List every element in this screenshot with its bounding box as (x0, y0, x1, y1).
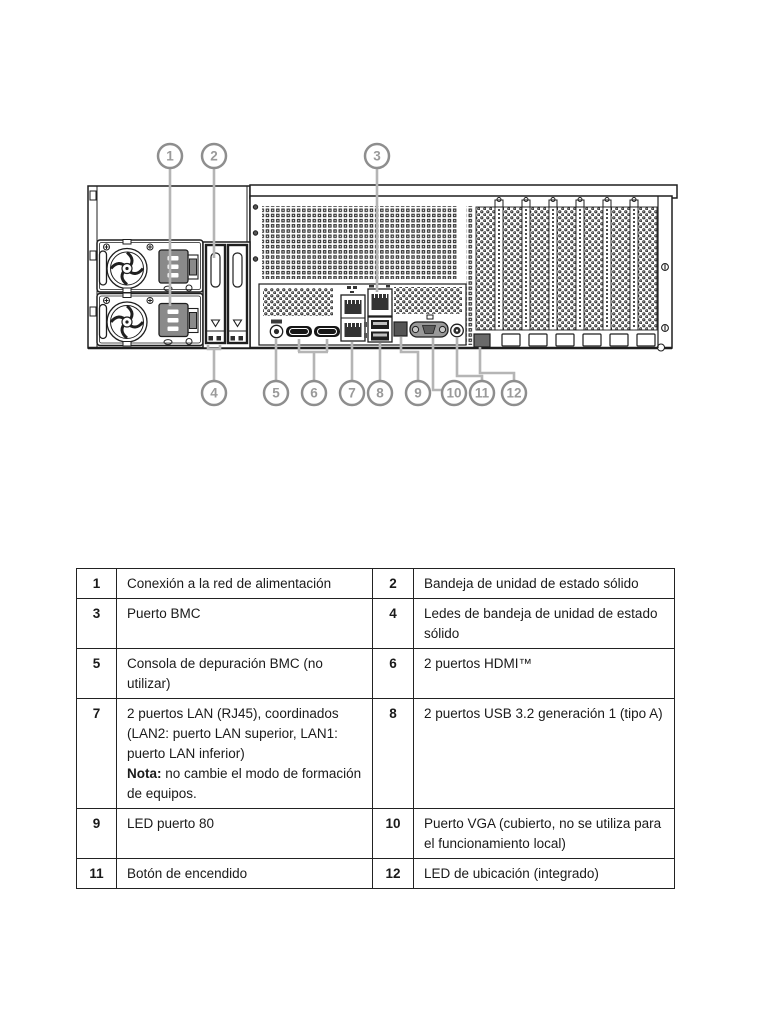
legend-num: 4 (373, 599, 414, 648)
pcie-slots (474, 196, 668, 348)
callout-10 (442, 381, 466, 405)
usb-ports (364, 317, 392, 342)
usb-icon (364, 322, 367, 327)
server-rear-diagram (0, 0, 768, 430)
callout-5 (264, 381, 288, 405)
legend-note: Nota: no cambie el modo de formación de equipos. (127, 766, 362, 801)
table-row (77, 598, 674, 648)
callout-7 (340, 381, 364, 405)
callout-9 (406, 381, 430, 405)
leader-12 (480, 347, 514, 381)
legend-desc: Puerto VGA (cubierto, no se utiliza para el funcionamiento local) (424, 816, 662, 851)
legend-desc: LED puerto 80 (117, 809, 373, 858)
svg-text:12: 12 (506, 385, 522, 401)
hdmi-port-2 (314, 326, 340, 337)
svg-text:7: 7 (348, 385, 356, 401)
callout-11 (470, 381, 494, 405)
svg-text:11: 11 (474, 385, 490, 401)
callout-1 (158, 144, 182, 168)
legend-num: 3 (77, 599, 117, 648)
table-row (77, 858, 674, 888)
leader-4 (208, 345, 220, 381)
legend-num: 2 (373, 569, 414, 598)
power-inlet-top (159, 250, 198, 283)
legend-desc: Botón de encendido (117, 859, 373, 888)
legend-num: 7 (77, 699, 117, 808)
power-supply-top (97, 240, 203, 293)
svg-text:1: 1 (166, 148, 174, 164)
table-row (77, 808, 674, 858)
callout-12 (502, 381, 526, 405)
legend-num: 1 (77, 569, 117, 598)
table-row (77, 648, 674, 698)
svg-text:10: 10 (446, 385, 462, 401)
legend-desc: Consola de depuración BMC (no utilizar) (117, 649, 373, 698)
legend-desc: 2 puertos HDMI™ (424, 656, 533, 671)
callout-6 (302, 381, 326, 405)
svg-text:5: 5 (272, 385, 280, 401)
legend-desc: Ledes de bandeja de unidad de estado sólido (424, 606, 658, 641)
bmc-port (368, 285, 392, 316)
psu-handle (100, 251, 107, 285)
io-panel (259, 284, 466, 345)
power-supply-bottom (97, 293, 203, 346)
legend-desc: 2 puertos USB 3.2 generación 1 (tipo A) (424, 706, 663, 721)
legend-num: 12 (373, 859, 414, 888)
callout-2 (202, 144, 226, 168)
usb-icon (364, 333, 367, 338)
legend-desc: Conexión a la red de alimentación (117, 569, 373, 598)
legend-desc: Bandeja de unidad de estado sólido (424, 576, 639, 591)
svg-text:9: 9 (414, 385, 422, 401)
legend-desc-text: 2 puertos LAN (RJ45), coordinados (LAN2: puerto LAN superior, LAN1: puerto LAN inferior) (127, 706, 339, 761)
legend-num: 8 (373, 699, 414, 808)
legend-num: 6 (373, 649, 414, 698)
ssd-trays (203, 242, 250, 348)
callout-8 (368, 381, 392, 405)
svg-text:6: 6 (310, 385, 318, 401)
legend-table (76, 568, 675, 889)
legend-num: 9 (77, 809, 117, 858)
ssd-tray-1 (206, 245, 225, 343)
power-inlet-bottom (159, 304, 198, 337)
port80-led (394, 322, 407, 336)
hdmi-port-1 (286, 326, 312, 337)
legend-desc: Puerto BMC (117, 599, 373, 648)
callout-3 (365, 144, 389, 168)
svg-text:2: 2 (210, 148, 218, 164)
legend-num: 11 (77, 859, 117, 888)
location-led (474, 334, 490, 347)
legend-num: 10 (373, 809, 414, 858)
legend-num: 5 (77, 649, 117, 698)
table-row (77, 569, 674, 598)
callout-4 (202, 381, 226, 405)
table-row (77, 698, 674, 808)
svg-text:3: 3 (373, 148, 381, 164)
ssd-tray-2 (228, 245, 247, 343)
svg-text:8: 8 (376, 385, 384, 401)
legend-desc: LED de ubicación (integrado) (424, 866, 599, 881)
legend-desc (117, 699, 373, 808)
svg-text:4: 4 (210, 385, 218, 401)
